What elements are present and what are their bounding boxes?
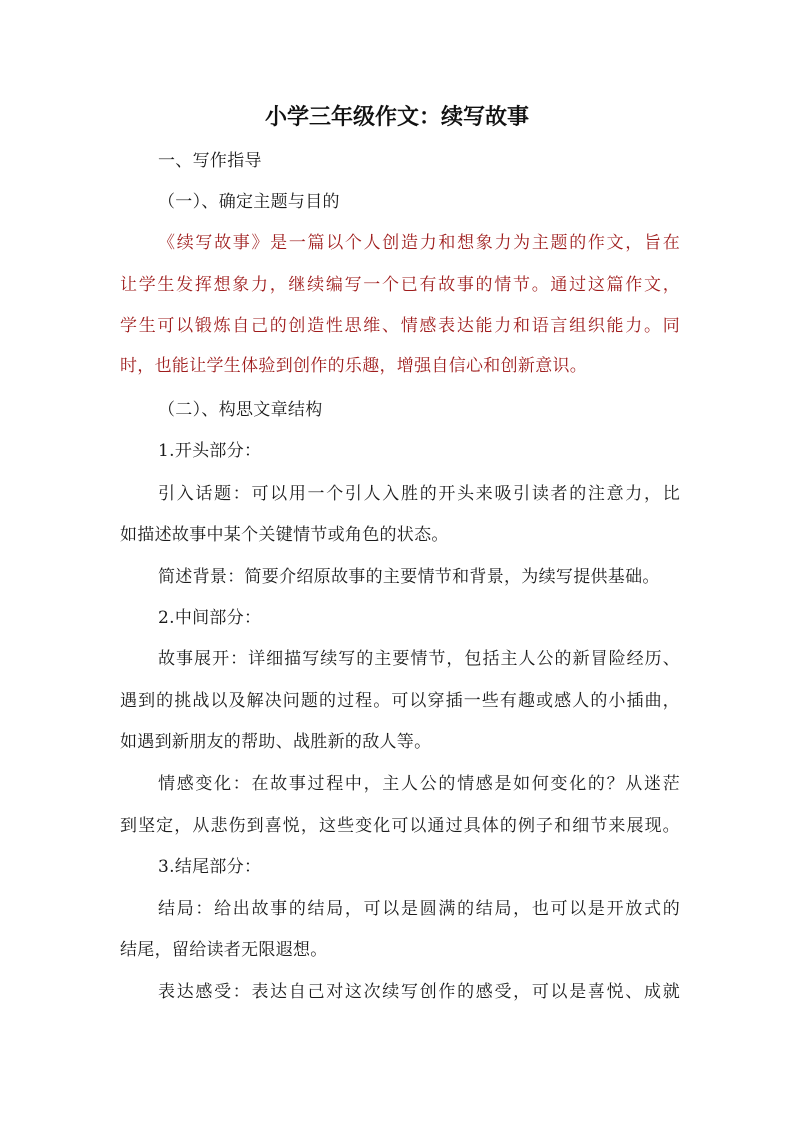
paragraph-line: 故事展开：详细描写续写的主要情节，包括主人公的新冒险经历、: [158, 649, 680, 669]
paragraph-line: 简述背景：简要介绍原故事的主要情节和背景，为续写提供基础。: [158, 567, 660, 587]
paragraph-line: 遇到的挑战以及解决问题的过程。可以穿插一些有趣或感人的小插曲，: [120, 691, 680, 711]
paragraph-line: 结尾，留给读者无限遐想。: [120, 940, 328, 960]
document-title: 小学三年级作文：续写故事: [264, 105, 529, 130]
paragraph-line: 结局：给出故事的结局，可以是圆满的结局，也可以是开放式的: [158, 899, 680, 919]
paragraph-line: 到坚定，从悲伤到喜悦，这些变化可以通过具体的例子和细节来展现。: [120, 816, 680, 836]
subsection-heading-2: （二）、构思文章结构: [158, 400, 323, 420]
paragraph-line: 如描述故事中某个关键情节或角色的状态。: [120, 525, 449, 545]
section-heading-1: 一、写作指导: [158, 151, 262, 171]
paragraph-line: 表达感受：表达自己对这次续写创作的感受，可以是喜悦、成就: [158, 982, 680, 1002]
part-heading-1: 1.开头部分：: [158, 441, 262, 461]
part-heading-2: 2.中间部分：: [158, 608, 262, 628]
paragraph-line: 《续写故事》是一篇以个人创造力和想象力为主题的作文，旨在: [158, 233, 680, 253]
paragraph-line: 学生可以锻炼自己的创造性思维、情感表达能力和语言组织能力。同: [120, 316, 680, 336]
paragraph-line: 让学生发挥想象力，继续编写一个已有故事的情节。通过这篇作文，: [120, 275, 680, 295]
paragraph-line: 情感变化：在故事过程中，主人公的情感是如何变化的？从迷茫: [158, 774, 680, 794]
paragraph-line: 如遇到新朋友的帮助、战胜新的敌人等。: [120, 732, 432, 752]
paragraph-line: 引入话题：可以用一个引人入胜的开头来吸引读者的注意力，比: [158, 484, 680, 504]
paragraph-line: 时，也能让学生体验到创作的乐趣，增强自信心和创新意识。: [120, 356, 588, 376]
part-heading-3: 3.结尾部分：: [158, 857, 262, 877]
subsection-heading-1: （一）、确定主题与目的: [158, 192, 340, 212]
